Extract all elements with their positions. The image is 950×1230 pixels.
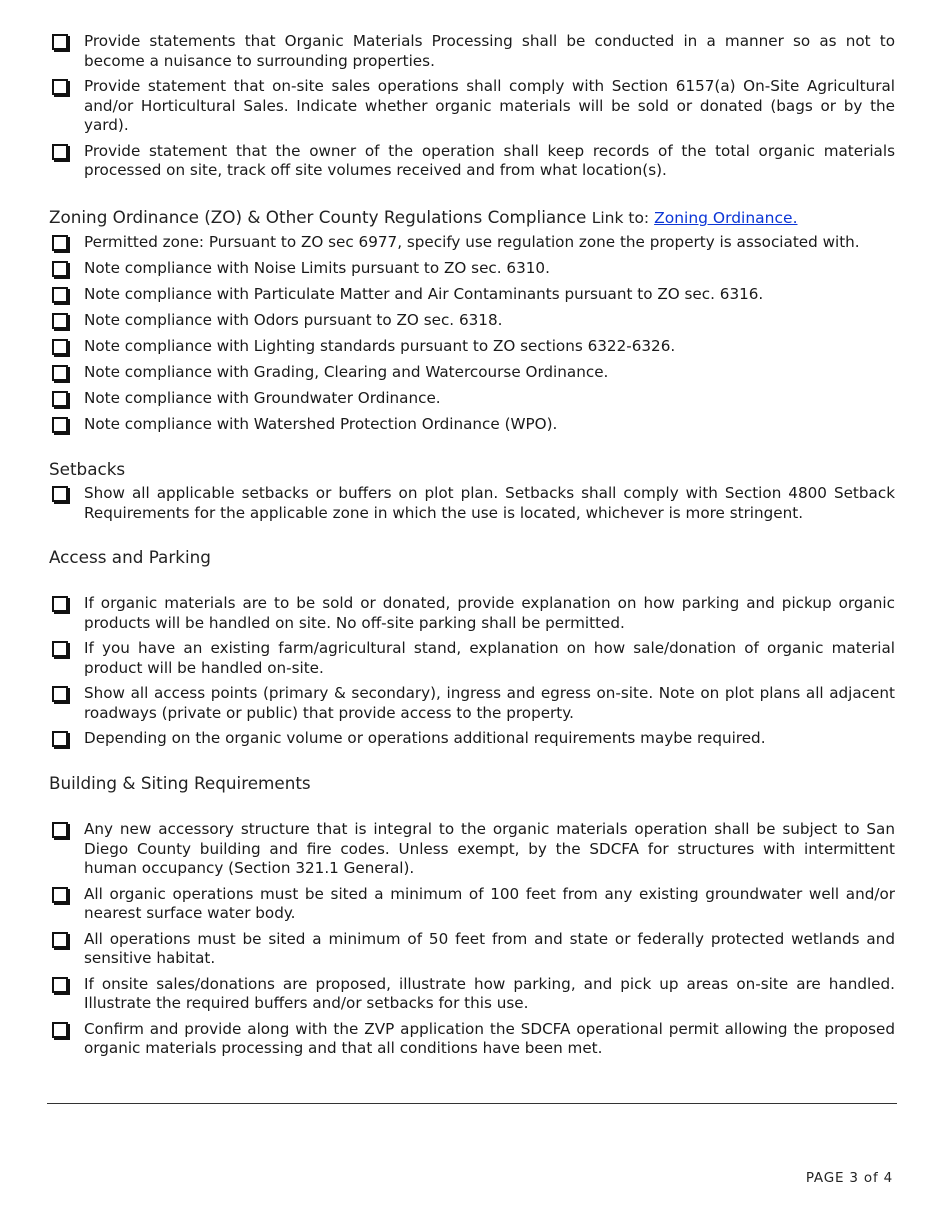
checkbox-icon[interactable] <box>52 235 68 251</box>
intro-section <box>49 32 895 187</box>
checkbox-icon[interactable] <box>52 79 68 95</box>
checkbox-icon[interactable] <box>52 822 68 838</box>
checkbox-icon[interactable] <box>52 596 68 612</box>
footer-divider <box>47 1103 897 1104</box>
checklist-item: Show all applicable setbacks or buffers on plot plan. Setbacks shall comply with Section 4800 Setback Requirements for the applicable zone in which the use is located, whichever is more stringent. <box>49 484 895 523</box>
checklist-item: Provide statements that Organic Materials Processing shall be conducted in a manner so as not to become a nuisance to surrounding properties. <box>49 32 895 71</box>
checkbox-icon[interactable] <box>52 144 68 160</box>
access-section <box>49 546 895 755</box>
checklist-item: Note compliance with Odors pursuant to ZO sec. 6318. <box>49 311 895 331</box>
setbacks-section <box>49 458 895 529</box>
checkbox-icon[interactable] <box>52 339 68 355</box>
checkbox-icon[interactable] <box>52 313 68 329</box>
checkbox-icon[interactable] <box>52 391 68 407</box>
checklist-item: If you have an existing farm/agricultural stand, explanation on how sale/donation of organic material product will be handled on-site. <box>49 639 895 678</box>
checklist-item: Depending on the organic volume or operations additional requirements maybe required. <box>49 729 895 749</box>
zoning-link-label: Link to: <box>591 209 650 227</box>
checklist-item: Confirm and provide along with the ZVP application the SDCFA operational permit allowing the proposed organic materials processing and that all conditions have been met. <box>49 1020 895 1059</box>
page-number: PAGE 3 of 4 <box>805 1170 893 1186</box>
checklist-item: Note compliance with Watershed Protection Ordinance (WPO). <box>49 415 895 435</box>
checkbox-icon[interactable] <box>52 287 68 303</box>
checkbox-icon[interactable] <box>52 932 68 948</box>
zoning-ordinance-link[interactable]: Zoning Ordinance. <box>654 209 798 227</box>
checklist-item: Note compliance with Groundwater Ordinance. <box>49 389 895 409</box>
checkbox-icon[interactable] <box>52 486 68 502</box>
checklist-item: All operations must be sited a minimum of 50 feet from and state or federally protected wetlands and sensitive habitat. <box>49 930 895 969</box>
checklist-item: Any new accessory structure that is integral to the organic materials operation shall be subject to San Diego County building and fire codes. Unless exempt, by the SDCFA for structures with intermittent human occupancy (Section 321.1 General). <box>49 820 895 879</box>
checkbox-icon[interactable] <box>52 261 68 277</box>
checkbox-icon[interactable] <box>52 977 68 993</box>
checkbox-icon[interactable] <box>52 686 68 702</box>
checkbox-icon[interactable] <box>52 641 68 657</box>
checkbox-icon[interactable] <box>52 731 68 747</box>
checkbox-icon[interactable] <box>52 887 68 903</box>
checklist-item: Provide statement that on-site sales operations shall comply with Section 6157(a) On-Site Agricultural and/or Horticultural Sales. Indicate whether organic materials will be sold or donated (bags or by the yard). <box>49 77 895 136</box>
zoning-heading: Zoning Ordinance (ZO) & Other County Regulations Compliance Link to: Zoning Ordinance. <box>49 207 798 227</box>
checklist-item: If organic materials are to be sold or donated, provide explanation on how parking and pickup organic products will be handled on site. No off-site parking shall be permitted. <box>49 594 895 633</box>
checkbox-icon[interactable] <box>52 1022 68 1038</box>
checklist-item: Show all access points (primary & secondary), ingress and egress on-site. Note on plot plans all adjacent roadways (private or public) that provide access to the property. <box>49 684 895 723</box>
checkbox-icon[interactable] <box>52 34 68 50</box>
building-heading: Building & Siting Requirements <box>49 773 311 793</box>
building-section <box>49 772 895 1065</box>
access-heading: Access and Parking <box>49 547 211 567</box>
checkbox-icon[interactable] <box>52 365 68 381</box>
checklist-item: Note compliance with Particulate Matter and Air Contaminants pursuant to ZO sec. 6316. <box>49 285 895 305</box>
checklist-item: If onsite sales/donations are proposed, illustrate how parking, and pick up areas on-site are handled. Illustrate the required buffers and/or setbacks for this use. <box>49 975 895 1014</box>
zoning-section <box>49 206 895 441</box>
checklist-item: Permitted zone: Pursuant to ZO sec 6977, specify use regulation zone the property is associated with. <box>49 233 895 253</box>
checklist-item: Note compliance with Lighting standards pursuant to ZO sections 6322-6326. <box>49 337 895 357</box>
checklist-item: Note compliance with Noise Limits pursuant to ZO sec. 6310. <box>49 259 895 279</box>
checkbox-icon[interactable] <box>52 417 68 433</box>
checklist-item: Note compliance with Grading, Clearing and Watercourse Ordinance. <box>49 363 895 383</box>
setbacks-heading: Setbacks <box>49 459 126 479</box>
checklist-item: All organic operations must be sited a minimum of 100 feet from any existing groundwater well and/or nearest surface water body. <box>49 885 895 924</box>
checklist-item: Provide statement that the owner of the operation shall keep records of the total organic materials processed on site, track off site volumes received and from what location(s). <box>49 142 895 181</box>
